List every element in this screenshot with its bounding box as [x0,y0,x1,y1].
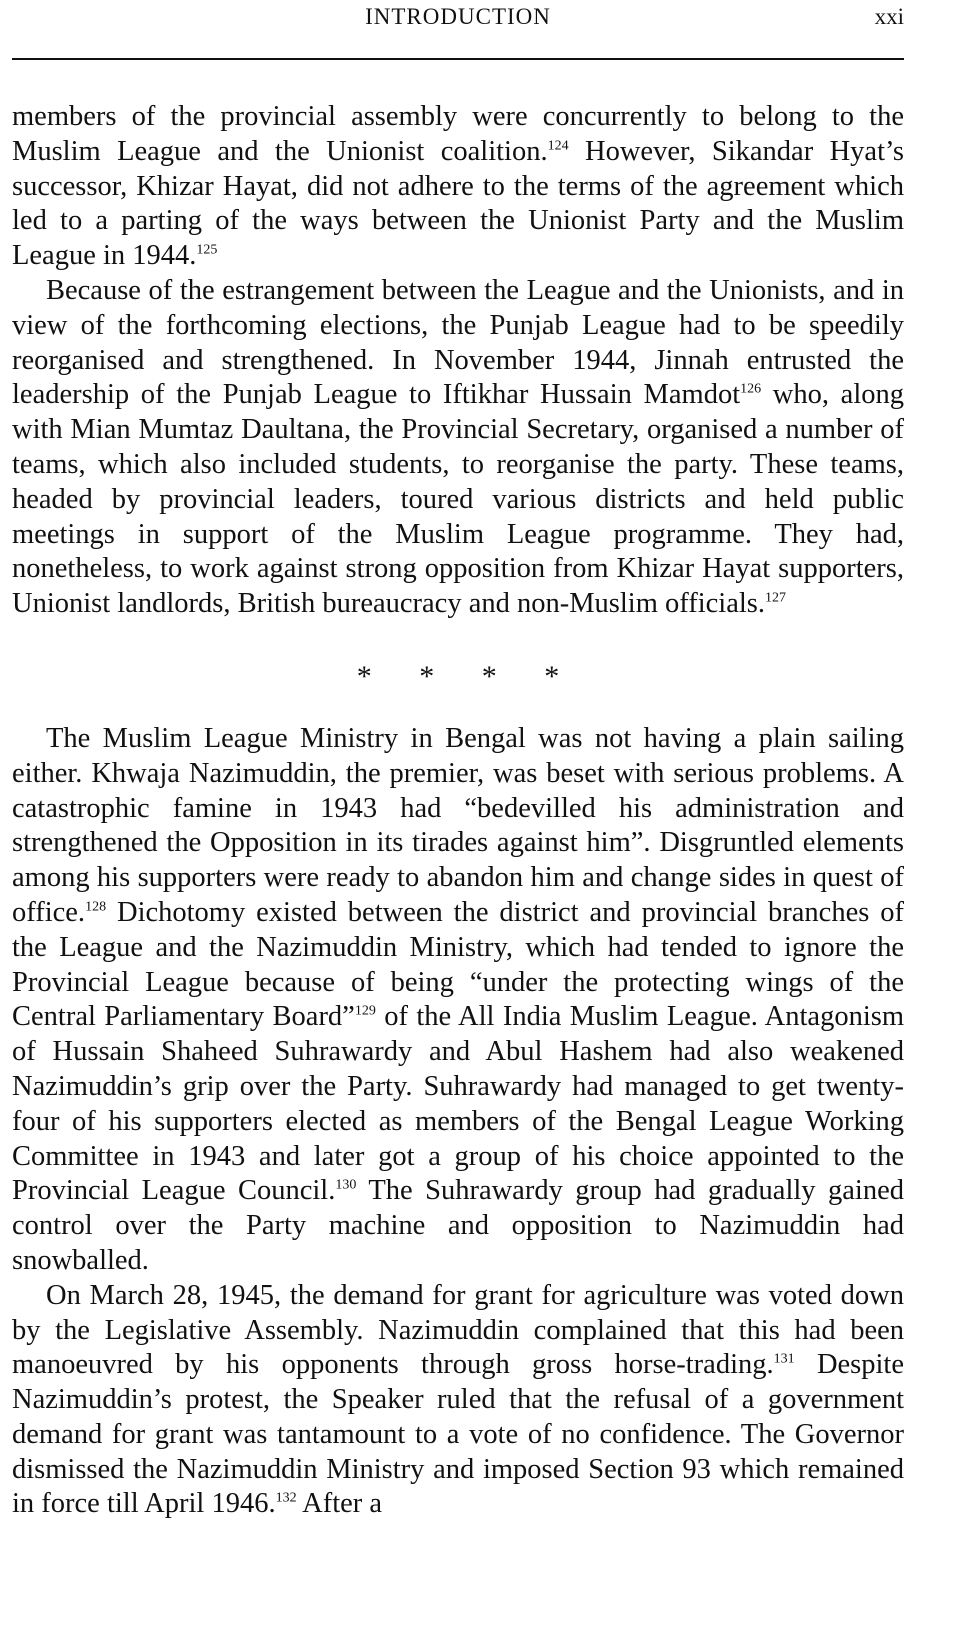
paragraph-text: The Suhrawardy group had gradually gained control over the Party machine and opposition to Nazimuddin had snowballed. [12,1175,904,1276]
paragraph-2 [12,274,904,622]
footnote-ref: 127 [765,590,787,606]
footnote-ref: 132 [275,1490,297,1506]
paragraph-text: After a [296,1488,383,1520]
header-rule [12,58,904,60]
footnote-ref: 131 [773,1351,795,1367]
page-number: xxi [874,4,904,29]
paragraph-text: However, Sikandar Hyat’s successor, Khizar Hayat, did not adhere to the terms of the agreement which led to a parting of the ways between the Unionist Party and the Muslim League in 1944. [12,135,905,272]
paragraph-text: On March 28, 1945, the demand for grant for agriculture was voted down by the Legislative Assembly. Nazimuddin complained that this had been manoeuvred by his opponents through gross horse-trading. [12,1279,904,1381]
paragraph-3 [12,722,904,1279]
footnote-ref: 126 [740,381,762,397]
paragraph-text: Dichotomy existed between the district and provincial branches of the League and the Nazimuddin Ministry, which had tended to ignore the Provincial League because of being “under the protecting wings of the Central Parliamentary Board” [12,896,904,1033]
footnote-ref: 130 [335,1177,357,1193]
footnote-ref: 125 [196,242,218,258]
paragraph-text: who, along with Mian Mumtaz Daultana, the Provincial Secretary, organised a number of teams, which also included students, to reorganise the party. These teams, headed by provincial leaders, toured various districts and held public meetings in support of the Muslim League programme. They had, nonetheless, to work against strong opposition from Khizar Hayat supporters, Unionist landlords, British bureaucracy and non-Muslim officials. [12,379,904,620]
paragraph-text: Despite Nazimuddin’s protest, the Speaker ruled that the refusal of a government demand for grant was tantamount to a vote of no confidence. The Governor dismissed the Nazimuddin Ministry and imposed Section 93 which remained in force till April 1946. [12,1349,905,1520]
footnote-ref: 128 [85,899,107,915]
footnote-ref: 124 [547,138,569,154]
page-header [12,4,904,40]
paragraph-4 [12,1279,904,1523]
paragraph-text: of the All India Muslim League. Antagonism of Hussain Shaheed Suhrawardy and Abul Hashem had also weakened Nazimuddin’s grip over the Party. Suhrawardy had managed to get twenty-four of his supporters elected as members of the Bengal League Working Committee in 1943 and later got a group of his choice appointed to the Provincial League Council. [12,1001,905,1207]
paragraph-1 [12,100,904,274]
paragraph-text: Because of the estrangement between the League and the Unionists, and in view of the forthcoming elections, the Punjab League had to be speedily reorganised and strengthened. In November 1944, Jinnah entrusted the leadership of the Punjab League to Iftikhar Hussain Mamdot [12,274,904,411]
paragraph-text: members of the provincial assembly were concurrently to belong to the Muslim League and the Unionist coalition. [12,101,904,167]
running-title: INTRODUCTION [365,4,551,29]
section-break: * * * * [356,659,560,693]
page-body [12,100,904,1522]
paragraph-text: The Muslim League Ministry in Bengal was not having a plain sailing either. Khwaja Nazimuddin, the premier, was beset with serious problems. A catastrophic famine in 1943 had “bedevilled his administration and strengthened the Opposition in its tirades against him”. Disgruntled elements among his supporters were ready to abandon him and change sides in quest of office. [12,722,904,928]
footnote-ref: 129 [354,1003,376,1019]
